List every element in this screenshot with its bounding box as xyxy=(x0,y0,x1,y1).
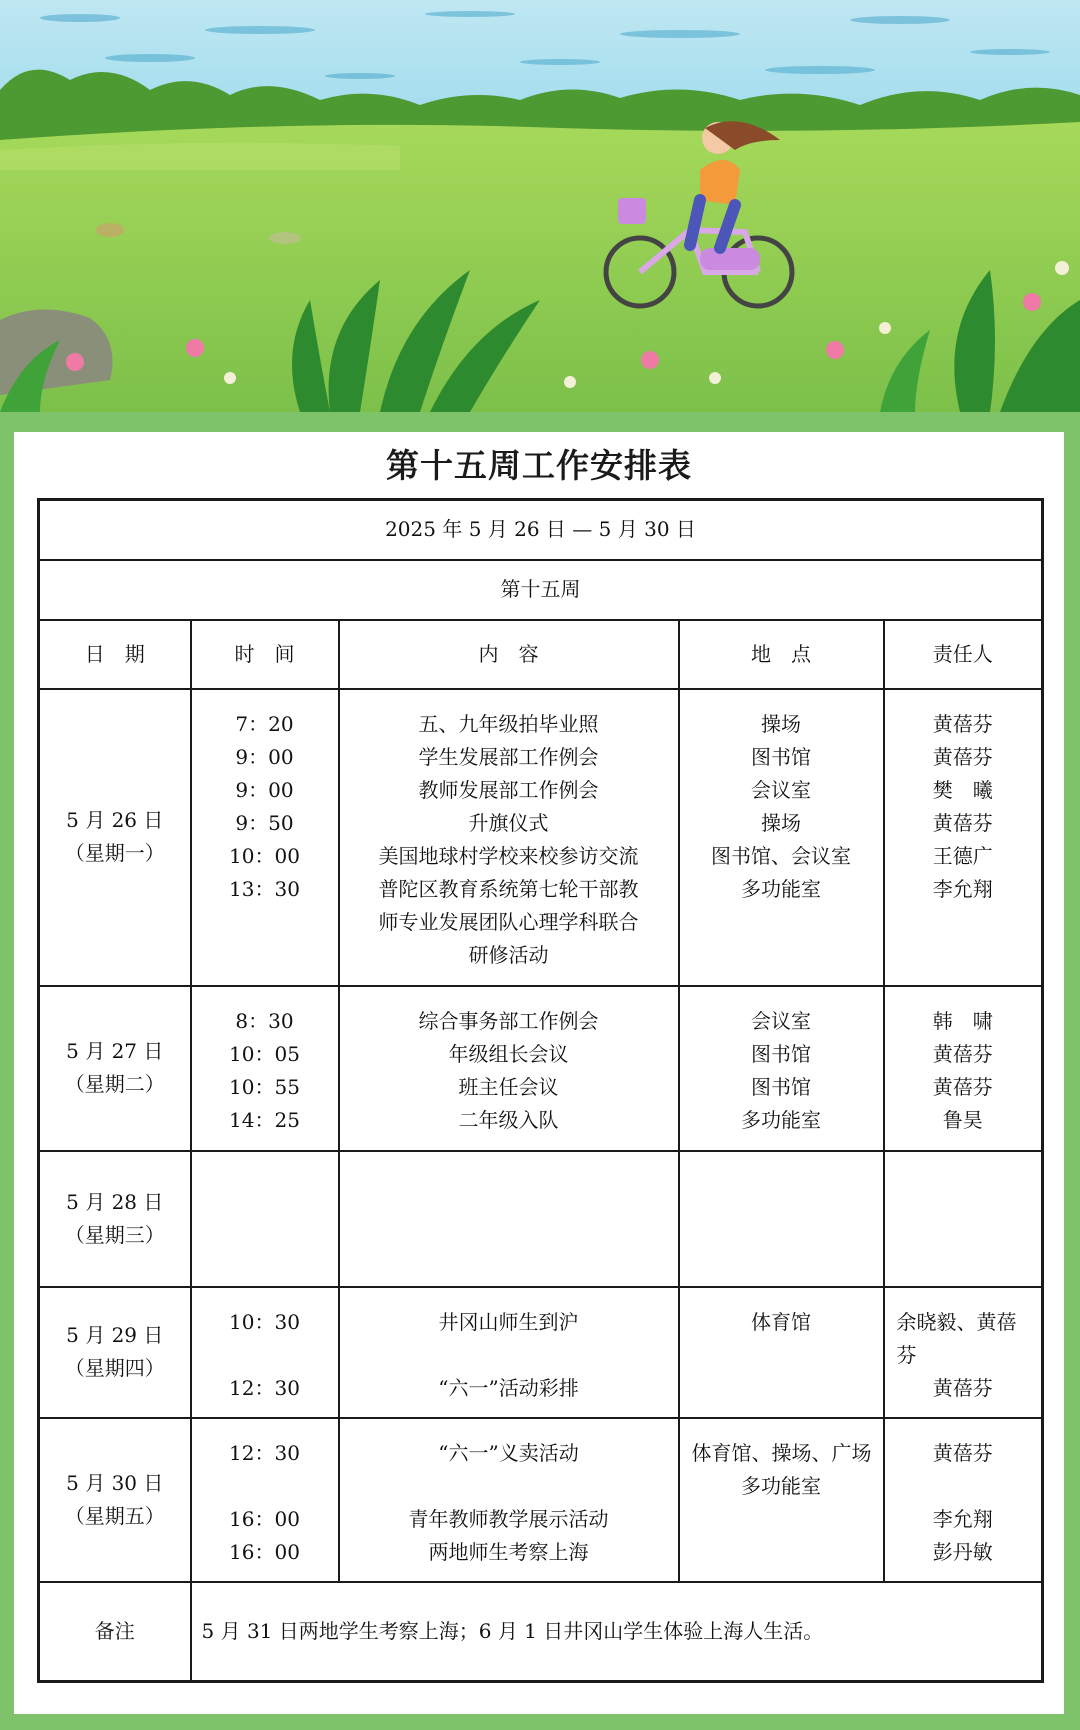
person-cell xyxy=(884,1287,1043,1418)
content-item: “六一”义卖活动 xyxy=(438,1440,579,1465)
day-cell xyxy=(39,986,191,1151)
place-item: 多功能室 xyxy=(741,1473,821,1498)
content-item: 师专业发展团队心理学科联合 xyxy=(378,909,639,934)
person-item: 黄蓓芬 xyxy=(932,810,993,835)
time-value: 13：30 xyxy=(229,876,300,901)
person-item: 鲁昊 xyxy=(942,1107,983,1132)
place-item: 操场 xyxy=(761,810,801,835)
person-item: 黄蓓芬 xyxy=(932,1041,993,1066)
remark-row xyxy=(39,1582,1043,1682)
content-item: 综合事务部工作例会 xyxy=(418,1008,599,1033)
day-weekday: （星期三） xyxy=(64,1222,165,1247)
time-value: 9：00 xyxy=(235,777,294,802)
week-row xyxy=(39,560,1043,620)
content-cell xyxy=(339,1418,679,1582)
person-item: 彭丹敏 xyxy=(932,1539,993,1564)
remark-label: 备注 xyxy=(39,1582,191,1682)
person-item: 余晓毅、黄蓓芬 xyxy=(896,1309,1017,1367)
person-item: 樊 曦 xyxy=(932,777,993,802)
time-value: 16：00 xyxy=(229,1539,300,1564)
time-value: 9：00 xyxy=(235,744,294,769)
header-row xyxy=(39,620,1043,689)
page-title: 第十五周工作安排表 xyxy=(386,446,692,485)
content-item: 二年级入队 xyxy=(458,1107,559,1132)
place-item: 会议室 xyxy=(751,1008,811,1033)
day-cell xyxy=(39,1418,191,1582)
day-cell xyxy=(39,1287,191,1418)
content-item: 两地师生考察上海 xyxy=(428,1539,589,1564)
time-cell xyxy=(191,1151,339,1287)
content-item: 五、九年级拍毕业照 xyxy=(418,711,599,736)
day-weekday: （星期四） xyxy=(64,1356,165,1380)
day-weekday: （星期二） xyxy=(64,1072,165,1096)
header-person: 责任人 xyxy=(884,620,1043,689)
time-value: 14：25 xyxy=(229,1107,300,1132)
place-cell xyxy=(679,1287,884,1418)
header-illustration xyxy=(0,0,1080,412)
content-item: 学生发展部工作例会 xyxy=(418,744,599,769)
day-date: 5 月 27 日 xyxy=(66,1039,164,1063)
place-item: 图书馆、会议室 xyxy=(711,843,851,868)
place-cell xyxy=(679,1418,884,1582)
person-item: 李允翔 xyxy=(932,876,993,901)
content-cell xyxy=(339,986,679,1151)
place-item: 多功能室 xyxy=(741,1107,821,1132)
time-value: 10：00 xyxy=(229,843,300,868)
content-item: 班主任会议 xyxy=(458,1074,559,1099)
person-cell xyxy=(884,1151,1043,1287)
date-range-row xyxy=(39,500,1043,560)
time-value: 12：30 xyxy=(229,1375,300,1400)
day-date: 5 月 29 日 xyxy=(66,1323,164,1347)
person-item: 黄蓓芬 xyxy=(932,1375,993,1400)
time-value: 16：00 xyxy=(229,1506,300,1531)
date-range: 2025 年 5 月 26 日 — 5 月 30 日 xyxy=(39,500,1043,560)
place-item: 操场 xyxy=(761,711,801,736)
content-item: 青年教师教学展示活动 xyxy=(408,1506,609,1531)
time-value: 7：20 xyxy=(235,711,294,736)
table-row xyxy=(39,1151,1043,1287)
person-item: 黄蓓芬 xyxy=(932,1074,993,1099)
person-cell xyxy=(884,1418,1043,1582)
day-date: 5 月 26 日 xyxy=(66,808,164,832)
day-weekday: （星期五） xyxy=(64,1503,165,1528)
time-value: 10：55 xyxy=(229,1074,300,1099)
place-item: 图书馆 xyxy=(751,1074,811,1099)
place-item: 多功能室 xyxy=(741,876,821,901)
table-row xyxy=(39,1287,1043,1418)
header-place: 地 点 xyxy=(679,620,884,689)
content-item: 年级组长会议 xyxy=(448,1041,569,1066)
content-item: 井冈山师生到沪 xyxy=(438,1309,579,1334)
time-value: 10：05 xyxy=(229,1041,300,1066)
place-item: 会议室 xyxy=(751,777,811,802)
place-item: 图书馆 xyxy=(751,744,811,769)
content-cell xyxy=(339,689,679,986)
content-item: 美国地球村学校来校参访交流 xyxy=(378,843,639,868)
time-cell xyxy=(191,689,339,986)
day-date: 5 月 30 日 xyxy=(66,1470,164,1495)
time-value: 12：30 xyxy=(229,1440,300,1465)
person-item: 韩 啸 xyxy=(932,1008,993,1033)
person-item: 黄蓓芬 xyxy=(932,744,993,769)
content-item: 升旗仪式 xyxy=(468,810,549,835)
day-cell xyxy=(39,689,191,986)
week-label: 第十五周 xyxy=(39,560,1043,620)
table-row xyxy=(39,689,1043,986)
day-cell xyxy=(39,1151,191,1287)
person-item: 李允翔 xyxy=(932,1506,993,1531)
day-date: 5 月 28 日 xyxy=(66,1189,164,1214)
person-item: 黄蓓芬 xyxy=(932,711,993,736)
place-cell xyxy=(679,1151,884,1287)
person-item: 黄蓓芬 xyxy=(932,1440,993,1465)
time-value: 8：30 xyxy=(235,1008,294,1033)
schedule-card xyxy=(14,432,1064,1714)
table-row xyxy=(39,1418,1043,1582)
content-item: 研修活动 xyxy=(468,942,549,967)
place-cell xyxy=(679,986,884,1151)
content-cell xyxy=(339,1151,679,1287)
time-cell xyxy=(191,986,339,1151)
place-item: 体育馆 xyxy=(751,1309,811,1334)
person-cell xyxy=(884,689,1043,986)
header-date: 日 期 xyxy=(39,620,191,689)
schedule-table xyxy=(37,498,1044,1683)
place-cell xyxy=(679,689,884,986)
content-item: 教师发展部工作例会 xyxy=(418,777,599,802)
place-item: 图书馆 xyxy=(751,1041,811,1066)
header-time: 时 间 xyxy=(191,620,339,689)
day-weekday: （星期一） xyxy=(64,841,165,865)
time-cell xyxy=(191,1287,339,1418)
table-row xyxy=(39,986,1043,1151)
content-item: 普陀区教育系统第七轮干部教 xyxy=(378,876,639,901)
person-cell xyxy=(884,986,1043,1151)
content-item: “六一”活动彩排 xyxy=(438,1375,579,1400)
place-item: 体育馆、操场、广场 xyxy=(691,1440,872,1465)
time-value: 9：50 xyxy=(235,810,294,835)
time-value: 10：30 xyxy=(229,1309,300,1334)
header-content: 内 容 xyxy=(339,620,679,689)
content-cell xyxy=(339,1287,679,1418)
time-cell xyxy=(191,1418,339,1582)
person-item: 王德广 xyxy=(932,843,993,868)
remark-text: 5 月 31 日两地学生考察上海；6 月 1 日井冈山学生体验上海人生活。 xyxy=(191,1582,1043,1682)
